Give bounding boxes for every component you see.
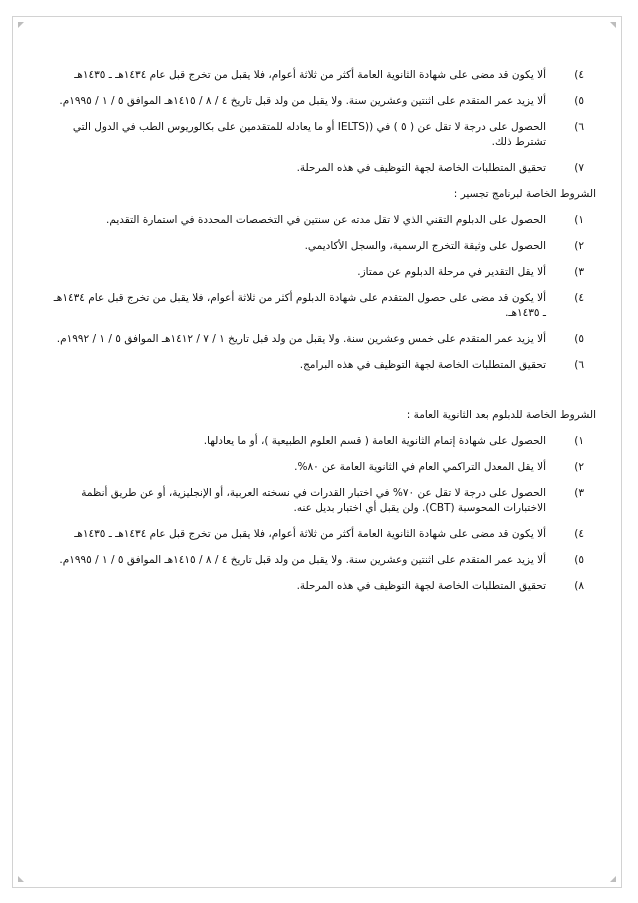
item-number: ٣) <box>574 487 584 499</box>
item-number: ٨) <box>574 580 584 592</box>
item-text: ألا يزيد عمر المتقدم على اثنتين وعشرين سنة. ولا يقبل من ولد قبل تاريخ ٤ / ٨ / ١٤١٥هـ الموافق ٥ / ١ / ١٩٩٥م. <box>59 95 546 107</box>
item-number: ٥) <box>574 333 584 345</box>
section-diploma-after-secondary <box>52 408 596 594</box>
item-text: الحصول على درجة لا تقل عن ٧٠% في اختبار القدرات في نسخته العربية، أو الإنجليزية، أو عن طريق أنظمة الاختبارات المحوسبة (CBT). ولن يقبل أي اختبار بديل عنه. <box>81 487 546 514</box>
list-item <box>52 579 596 594</box>
item-text: تحقيق المتطلبات الخاصة لجهة التوظيف في هذه المرحلة. <box>296 162 546 174</box>
corner-mark-top-right <box>610 22 616 28</box>
list-item <box>52 460 596 475</box>
item-number: ٤) <box>574 292 584 304</box>
item-text: الحصول على وثيقة التخرج الرسمية، والسجل الأكاديمي. <box>304 240 546 252</box>
item-text: الحصول على الدبلوم التقني الذي لا تقل مدته عن سنتين في التخصصات المحددة في استمارة التقديم. <box>106 214 546 226</box>
list-item <box>52 434 596 449</box>
list-item <box>52 358 596 373</box>
corner-mark-top-left <box>18 22 24 28</box>
section-heading: الشروط الخاصة لبرنامج تجسير : <box>453 188 596 200</box>
item-number: ١) <box>574 435 584 447</box>
item-text: تحقيق المتطلبات الخاصة لجهة التوظيف في هذه المرحلة. <box>296 580 546 592</box>
item-text: ألا يقل المعدل التراكمي العام في الثانوية العامة عن ٨٠%. <box>294 461 546 473</box>
item-text: ألا يكون قد مضى على شهادة الثانوية العامة أكثر من ثلاثة أعوام، فلا يقبل من تخرج قبل عام ١٤٣٤هـ ـ ١٤٣٥هـ <box>74 69 546 81</box>
item-number: ٢) <box>574 240 584 252</box>
item-text: ألا يكون قد مضى على حصول المتقدم على شهادة الدبلوم أكثر من ثلاثة أعوام، فلا يقبل من تخرج قبل عام ١٤٣٤هـ ـ ١٤٣٥هـ. <box>53 292 546 319</box>
item-number: ٥) <box>574 95 584 107</box>
section-spacer <box>52 384 596 404</box>
item-number: ٤) <box>574 69 584 81</box>
list-item <box>52 68 596 83</box>
item-number: ٥) <box>574 554 584 566</box>
list-item <box>52 265 596 280</box>
corner-mark-bottom-left <box>18 876 24 882</box>
list-item <box>52 291 596 321</box>
item-number: ٦) <box>574 359 584 371</box>
list-item <box>52 486 596 516</box>
item-text: ألا يزيد عمر المتقدم على خمس وعشرين سنة. ولا يقبل من ولد قبل تاريخ ١ / ٧ / ١٤١٢هـ الموافق ٥ / ١ / ١٩٩٢م. <box>56 333 546 345</box>
corner-mark-bottom-right <box>610 876 616 882</box>
list-item <box>52 161 596 176</box>
item-number: ٢) <box>574 461 584 473</box>
list-item <box>52 120 596 150</box>
section-general-conditions-continued <box>52 68 596 176</box>
section-heading: الشروط الخاصة للدبلوم بعد الثانوية العامة : <box>406 409 596 421</box>
list-item <box>52 94 596 109</box>
section-bridging-program <box>52 187 596 373</box>
list-item <box>52 213 596 228</box>
item-text: الحصول على درجة لا تقل عن ( ٥ ) في ((IELTS أو ما يعادله للمتقدمين على بكالوريوس الطب في الدول التي تشترط ذلك. <box>72 121 546 148</box>
item-number: ١) <box>574 214 584 226</box>
item-number: ٦) <box>574 121 584 133</box>
item-number: ٧) <box>574 162 584 174</box>
item-number: ٣) <box>574 266 584 278</box>
item-text: ألا يكون قد مضى على شهادة الثانوية العامة أكثر من ثلاثة أعوام، فلا يقبل من تخرج قبل عام ١٤٣٤هـ ـ ١٤٣٥هـ <box>74 528 546 540</box>
list-item <box>52 553 596 568</box>
item-text: تحقيق المتطلبات الخاصة لجهة التوظيف في هذه البرامج. <box>299 359 546 371</box>
item-text: ألا يزيد عمر المتقدم على اثنتين وعشرين سنة. ولا يقبل من ولد قبل تاريخ ٤ / ٨ / ١٤١٥هـ الموافق ٥ / ١ / ١٩٩٥م. <box>59 554 546 566</box>
document-content <box>52 68 596 605</box>
item-number: ٤) <box>574 528 584 540</box>
list-item <box>52 527 596 542</box>
item-text: ألا يقل التقدير في مرحلة الدبلوم عن ممتاز. <box>357 266 546 278</box>
list-item <box>52 239 596 254</box>
item-text: الحصول على شهادة إتمام الثانوية العامة ( قسم العلوم الطبيعية )، أو ما يعادلها. <box>203 435 546 447</box>
list-item <box>52 332 596 347</box>
